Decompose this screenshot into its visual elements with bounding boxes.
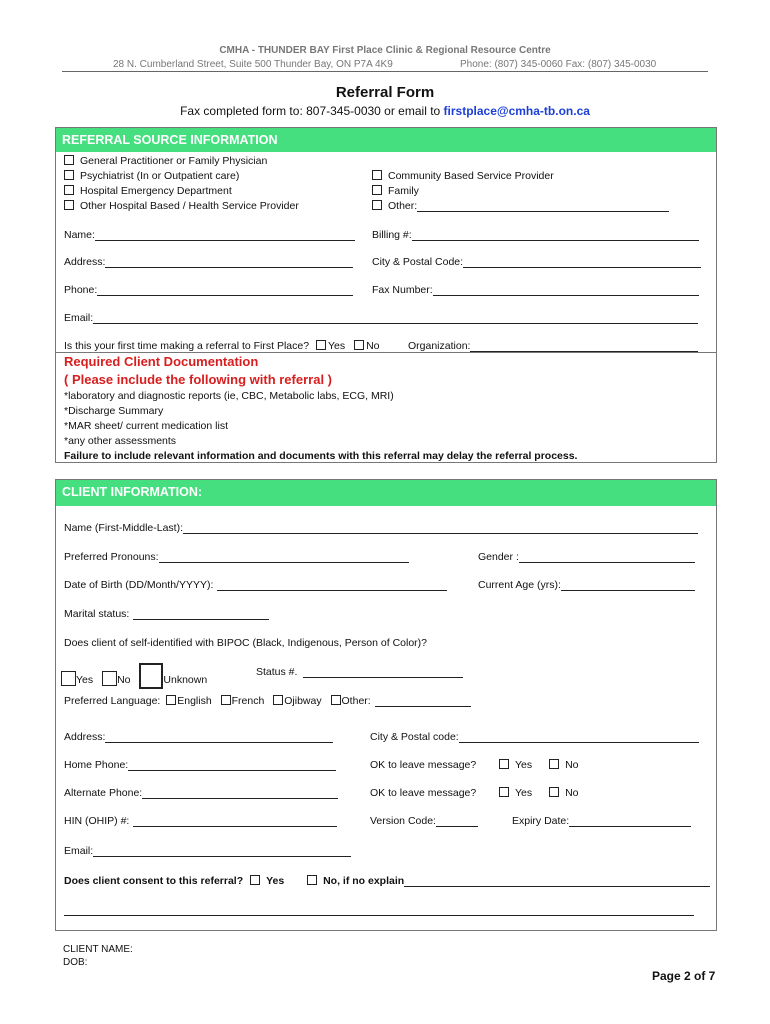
documentation-warning: Failure to include relevant information and documents with this referral may delay the referral process.: [64, 450, 578, 462]
alt-phone-message-label: OK to leave message?: [370, 787, 477, 799]
client-city-field[interactable]: [459, 731, 699, 743]
checkbox-icon[interactable]: [372, 170, 382, 180]
version-code-row: Version Code:: [370, 815, 478, 827]
bipoc-no-label: No: [117, 674, 131, 686]
alt-phone-message-options: [499, 787, 579, 799]
ref-option-community[interactable]: Community Based Service Provider: [372, 170, 554, 182]
ref-fax-row: Fax Number:: [372, 284, 699, 296]
fax-instructions: [0, 104, 770, 118]
consent-no-checkbox[interactable]: [307, 875, 317, 885]
client-city-row: City & Postal code:: [370, 731, 699, 743]
lang-french-label: French: [231, 695, 265, 707]
bipoc-unknown-checkbox[interactable]: [139, 663, 163, 689]
alt-msg-no-checkbox[interactable]: [549, 787, 559, 797]
org-header: CMHA - THUNDER BAY First Place Clinic & Regional Resource Centre: [219, 45, 551, 56]
expiry-date-row: Expiry Date:: [512, 815, 691, 827]
first-time-yes-checkbox[interactable]: [316, 340, 326, 350]
lang-ojibway-label: Ojibway: [284, 695, 322, 707]
version-code-field[interactable]: [436, 815, 478, 827]
fax-email-link[interactable]: firstplace@cmha-tb.on.ca: [443, 104, 590, 118]
ref-organization-row: Organization:: [408, 340, 698, 352]
home-phone-message-options: [499, 759, 579, 771]
alt-phone-row: Alternate Phone:: [64, 787, 338, 799]
footer-client-name: CLIENT NAME:: [63, 944, 133, 955]
lang-other-label: Other:: [341, 695, 371, 707]
ref-fax-field[interactable]: [433, 284, 699, 296]
alt-phone-field[interactable]: [142, 787, 338, 799]
ref-billing-row: Billing #:: [372, 229, 699, 241]
client-age-field[interactable]: [561, 579, 695, 591]
consent-question: Does client consent to this referral? Yes No, if no explain: [64, 875, 710, 887]
ref-phone-row: Phone:: [64, 284, 353, 296]
consent-no-label: No, if no explain: [323, 875, 405, 887]
first-time-no-checkbox[interactable]: [354, 340, 364, 350]
ref-option-hospital-ed[interactable]: Hospital Emergency Department: [64, 185, 232, 197]
ref-name-field[interactable]: [95, 229, 355, 241]
referral-source-heading: REFERRAL SOURCE INFORMATION: [56, 128, 716, 152]
home-phone-field[interactable]: [128, 759, 336, 771]
preferred-language-row: Preferred Language: English French Ojibway Other:: [64, 695, 471, 707]
footer-dob: DOB:: [63, 957, 88, 968]
client-status-field[interactable]: [303, 666, 463, 678]
form-title: Referral Form: [335, 84, 435, 101]
lang-english-checkbox[interactable]: [166, 695, 176, 705]
consent-yes-checkbox[interactable]: [250, 875, 260, 885]
documentation-heading: Required Client Documentation: [64, 354, 259, 369]
home-msg-yes-label: Yes: [515, 759, 533, 771]
client-name-row: Name (First-Middle-Last):: [64, 522, 698, 534]
first-time-yes-label: Yes: [328, 340, 346, 352]
bipoc-yes-checkbox[interactable]: [61, 671, 76, 686]
client-dob-row: Date of Birth (DD/Month/YYYY):: [64, 579, 447, 591]
lang-ojibway-checkbox[interactable]: [273, 695, 283, 705]
ref-other-field[interactable]: [417, 200, 669, 212]
ref-phone-field[interactable]: [97, 284, 353, 296]
client-address-row: Address:: [64, 731, 333, 743]
consent-explain-line[interactable]: [64, 915, 694, 916]
client-dob-field[interactable]: [217, 579, 447, 591]
org-address: 28 N. Cumberland Street, Suite 500 Thunder Bay, ON P7A 4K9: [113, 59, 393, 70]
alt-msg-yes-checkbox[interactable]: [499, 787, 509, 797]
client-pronouns-row: Preferred Pronouns:: [64, 551, 409, 563]
ref-email-field[interactable]: [93, 312, 698, 324]
bipoc-no-checkbox[interactable]: [102, 671, 117, 686]
home-phone-row: Home Phone:: [64, 759, 336, 771]
checkbox-icon[interactable]: [372, 200, 382, 210]
hin-field[interactable]: [133, 815, 337, 827]
hin-row: HIN (OHIP) #:: [64, 815, 337, 827]
checkbox-icon[interactable]: [64, 200, 74, 210]
lang-other-checkbox[interactable]: [331, 695, 341, 705]
checkbox-icon[interactable]: [372, 185, 382, 195]
ref-city-field[interactable]: [463, 256, 701, 268]
checkbox-icon[interactable]: [64, 155, 74, 165]
bipoc-unknown-label: Unknown: [163, 674, 208, 686]
ref-billing-field[interactable]: [412, 229, 699, 241]
lang-french-checkbox[interactable]: [221, 695, 231, 705]
client-marital-row: Marital status:: [64, 608, 269, 620]
ref-option-gp[interactable]: General Practitioner or Family Physician: [64, 155, 267, 167]
first-time-question: Is this your first time making a referral to First Place? Yes No: [64, 340, 380, 352]
consent-explain-field[interactable]: [404, 875, 710, 887]
home-msg-no-checkbox[interactable]: [549, 759, 559, 769]
ref-city-row: City & Postal Code:: [372, 256, 701, 268]
ref-address-row: Address:: [64, 256, 353, 268]
header-divider: [62, 71, 708, 72]
ref-option-other[interactable]: Other:: [372, 200, 669, 212]
doc-item: *any other assessments: [64, 435, 177, 447]
client-email-field[interactable]: [93, 845, 351, 857]
lang-english-label: English: [177, 695, 212, 707]
bipoc-question: Does client of self-identified with BIPOC (Black, Indigenous, Person of Color)?: [64, 637, 428, 649]
client-address-field[interactable]: [105, 731, 333, 743]
page-number: Page 2 of 7: [652, 969, 716, 983]
client-pronouns-field[interactable]: [159, 551, 409, 563]
consent-yes-label: Yes: [266, 875, 285, 887]
doc-item: *MAR sheet/ current medication list: [64, 420, 228, 432]
client-age-row: Current Age (yrs):: [478, 579, 695, 591]
doc-item: *Discharge Summary: [64, 405, 164, 417]
client-email-row: Email:: [64, 845, 351, 857]
fax-text: Fax completed form to: 807-345-0030 or email to: [180, 104, 444, 118]
bipoc-yes-label: Yes: [76, 674, 94, 686]
ref-name-row: Name:: [64, 229, 355, 241]
home-msg-yes-checkbox[interactable]: [499, 759, 509, 769]
ref-organization-field[interactable]: [470, 340, 698, 352]
client-name-field[interactable]: [183, 522, 698, 534]
client-info-heading: CLIENT INFORMATION:: [56, 480, 716, 506]
org-phone-fax: Phone: (807) 345-0060 Fax: (807) 345-0030: [460, 59, 657, 70]
client-marital-field[interactable]: [133, 608, 269, 620]
checkbox-icon[interactable]: [64, 170, 74, 180]
client-gender-row: Gender :: [478, 551, 695, 563]
ref-option-other-hospital[interactable]: Other Hospital Based / Health Service Provider: [64, 200, 299, 212]
client-gender-field[interactable]: [519, 551, 695, 563]
alt-msg-no-label: No: [565, 787, 579, 799]
home-msg-no-label: No: [565, 759, 579, 771]
checkbox-icon[interactable]: [64, 185, 74, 195]
home-phone-message-label: OK to leave message?: [370, 759, 477, 771]
expiry-date-field[interactable]: [569, 815, 691, 827]
lang-other-field[interactable]: [375, 695, 471, 707]
bipoc-options: [61, 663, 207, 689]
ref-address-field[interactable]: [105, 256, 353, 268]
ref-option-family[interactable]: Family: [372, 185, 419, 197]
first-time-no-label: No: [366, 340, 380, 352]
client-status-row: Status #.: [256, 666, 463, 678]
documentation-subheading: ( Please include the following with referral ): [64, 372, 332, 387]
alt-msg-yes-label: Yes: [515, 787, 533, 799]
ref-email-row: Email:: [64, 312, 698, 324]
doc-item: *laboratory and diagnostic reports (ie, CBC, Metabolic labs, ECG, MRI): [64, 390, 394, 402]
ref-option-psychiatrist[interactable]: Psychiatrist (In or Outpatient care): [64, 170, 239, 182]
